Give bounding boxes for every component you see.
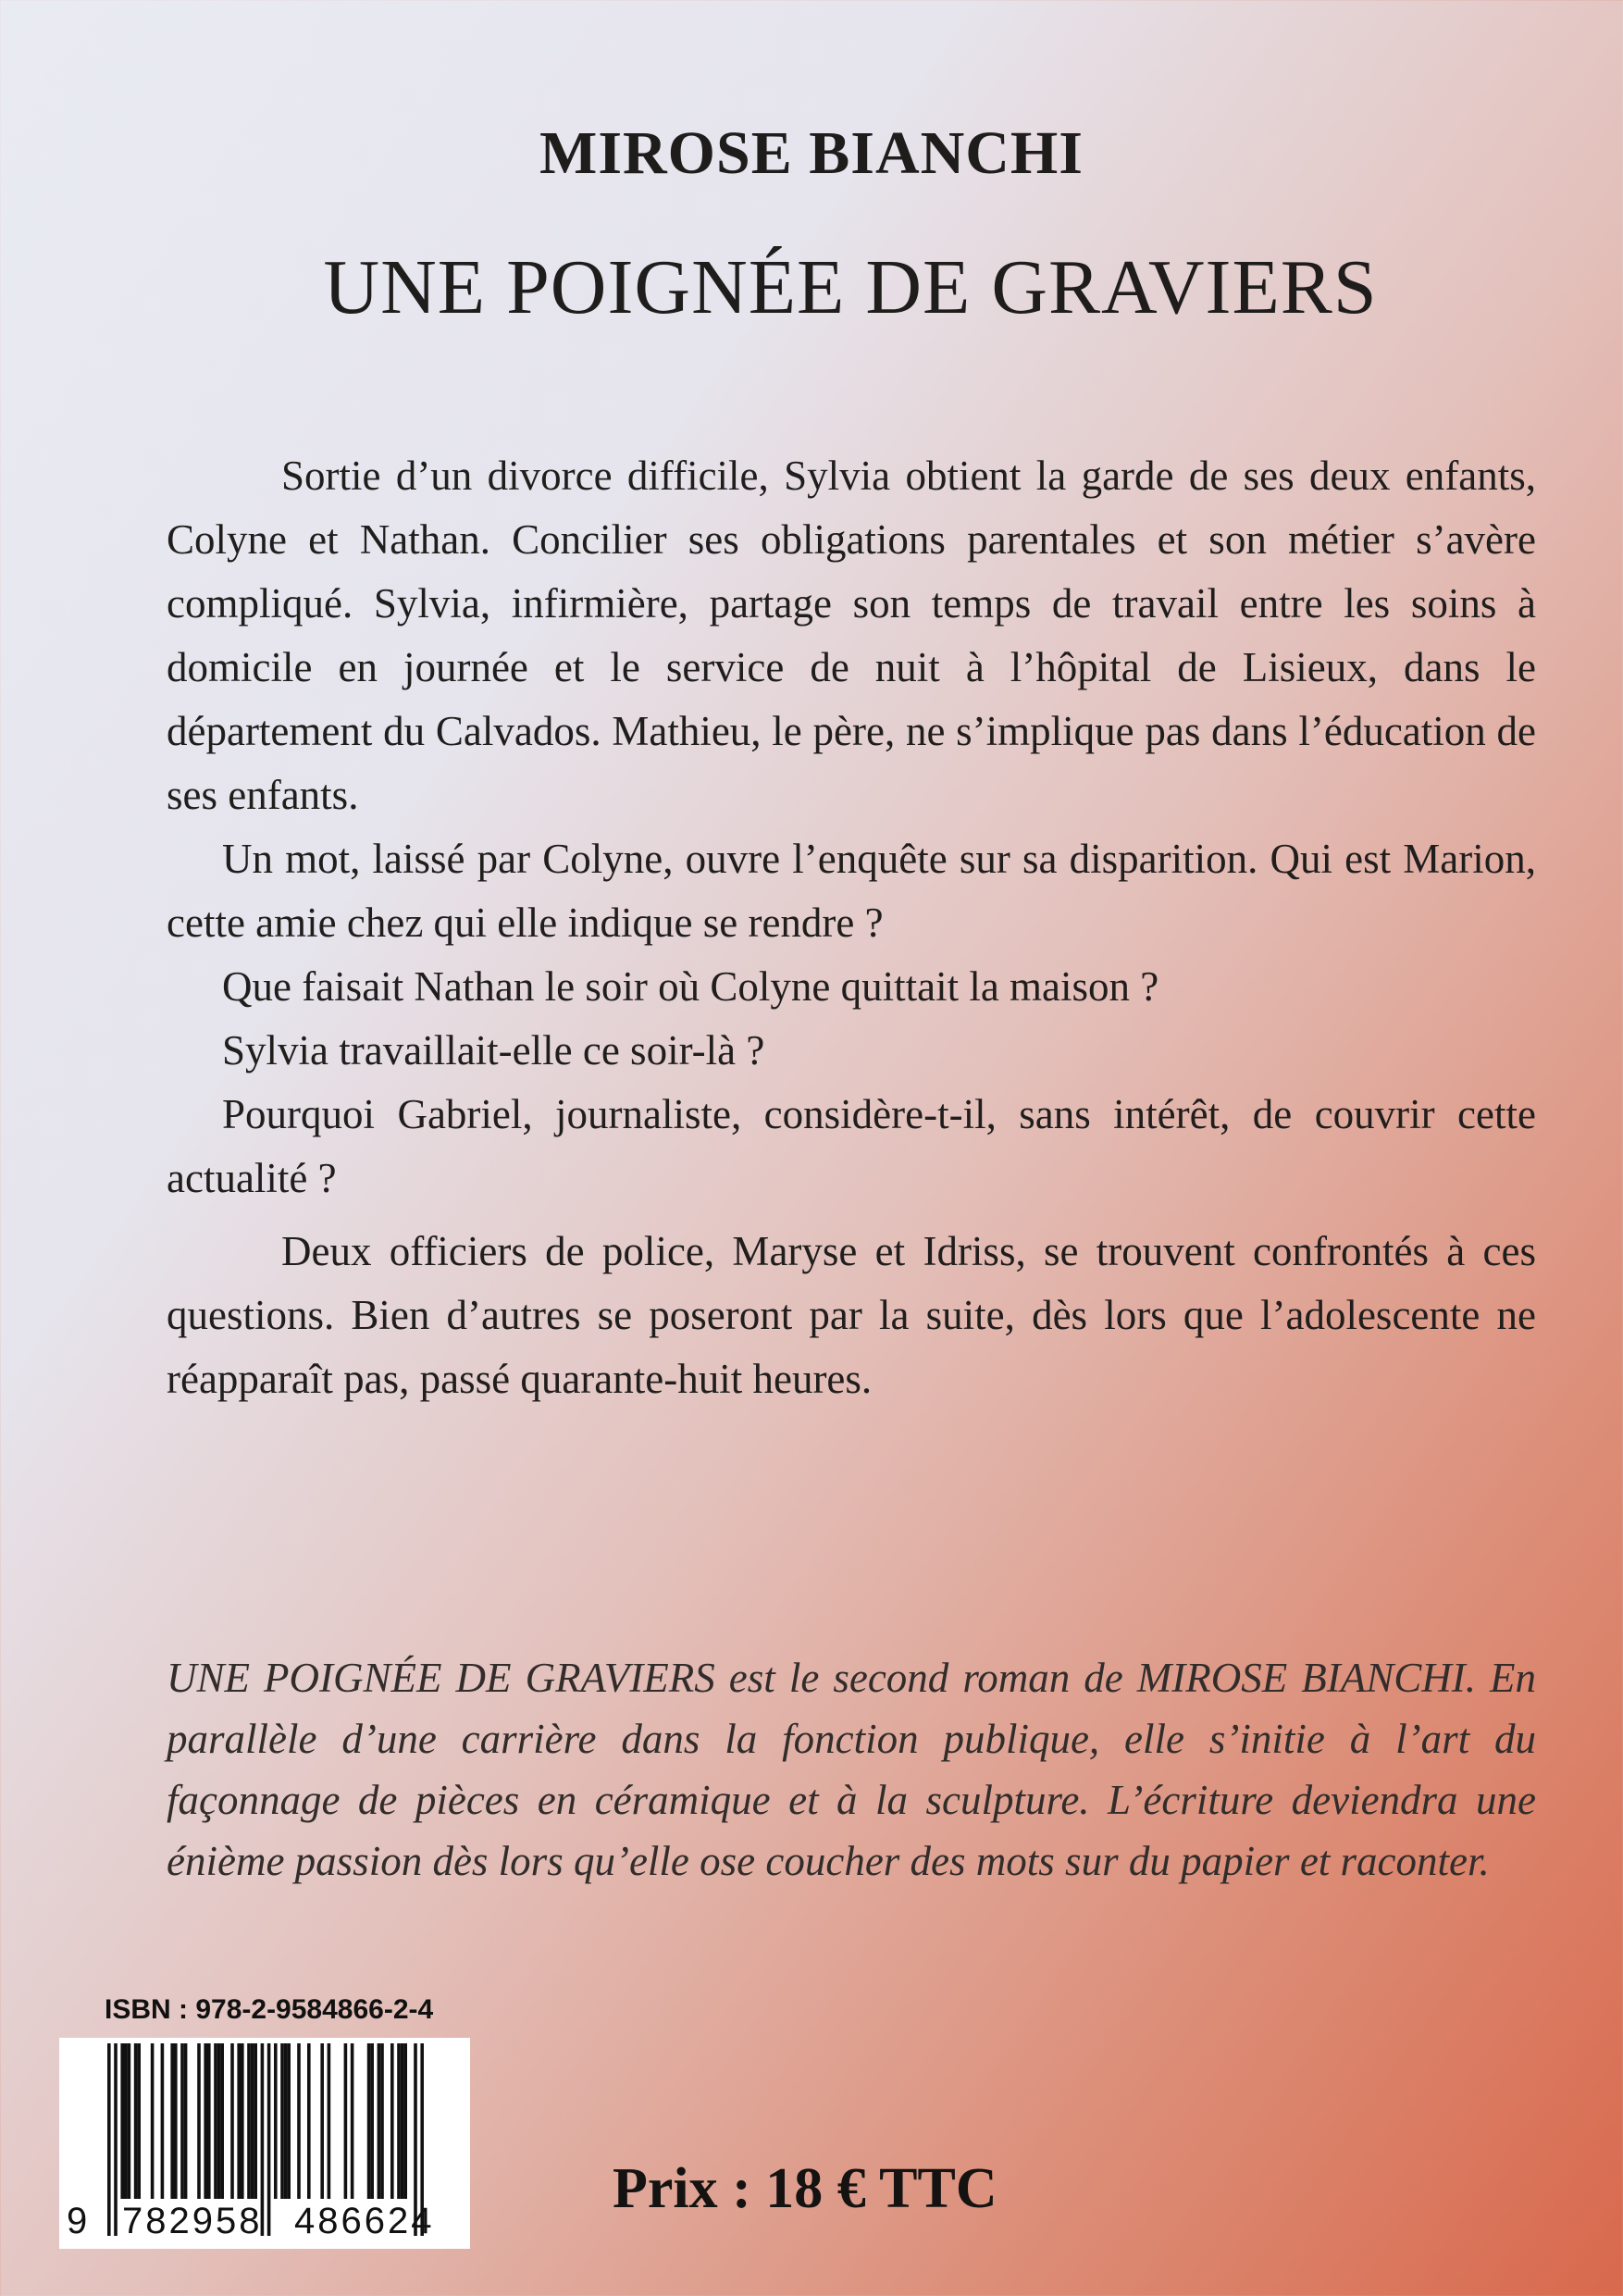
barcode-bar xyxy=(344,2043,348,2199)
author-bio: UNE POIGNÉE DE GRAVIERS est le second roman de MIROSE BIANCHI. En parallèle d’une carrière dans la fonction publique, elle s’initie à l’art du façonnage de pièces en céramique et à la sculpture. L’écriture deviendra une énième passion dès lors qu’elle ose coucher des mots sur du papier et raconter. xyxy=(167,1655,1536,1884)
barcode-bar xyxy=(204,2043,207,2199)
barcode-bar xyxy=(217,2043,221,2199)
barcode-bar xyxy=(151,2043,155,2199)
barcode-bar xyxy=(287,2043,291,2199)
blurb-paragraph: Deux officiers de police, Maryse et Idriss, se trouvent confrontés à ces questions. Bien d’autres se poseront par la suite, dès lors que l’adolescente ne réapparaît pas, passé quarante-huit heures. xyxy=(167,1228,1536,1402)
barcode-bar xyxy=(320,2043,324,2199)
blurb-paragraph: Que faisait Nathan le soir où Colyne quittait la maison ? xyxy=(222,963,1159,1010)
barcode-bar xyxy=(351,2043,354,2199)
blurb-paragraph: Sortie d’un divorce difficile, Sylvia obtient la garde de ses deux enfants, Colyne et Nathan. Concilier ses obligations parentales et son métier s’avère compliqué. Sylvia, infirmière, partage son temps de travail entre les soins à domicile en journée et le service de nuit à l’hôpital de Lisieux, dans le département du Calvados. Mathieu, le père, ne s’implique pas dans l’éducation de ses enfants. xyxy=(167,453,1536,818)
barcode-bar xyxy=(214,2043,217,2199)
barcode-bar xyxy=(124,2043,128,2199)
barcode-bar xyxy=(137,2043,141,2199)
barcode-left-digits: 782958 xyxy=(122,2201,263,2241)
barcode-bar xyxy=(390,2043,394,2199)
barcode-bar xyxy=(241,2043,244,2199)
barcode-bar xyxy=(180,2043,184,2199)
barcode-bar xyxy=(207,2043,211,2199)
barcode-bar xyxy=(220,2043,224,2199)
barcode-bar xyxy=(284,2043,288,2199)
barcode-bar xyxy=(174,2043,178,2199)
barcode-bar xyxy=(297,2043,301,2199)
barcode-bar xyxy=(397,2043,401,2199)
barcode-bar xyxy=(254,2043,257,2199)
barcode-bar xyxy=(128,2043,131,2199)
barcode-bar xyxy=(170,2043,174,2199)
barcode-bar xyxy=(274,2043,278,2199)
blurb xyxy=(167,444,1536,1411)
blurb-paragraph: Pourquoi Gabriel, journaliste, considère-t-il, sans intérêt, de couvrir cette actualité ? xyxy=(167,1091,1536,1201)
barcode-first-digit: 9 xyxy=(67,2201,88,2241)
barcode-bar xyxy=(380,2043,384,2199)
barcode-bar xyxy=(328,2043,331,2199)
price-label: Prix : 18 € TTC xyxy=(613,2157,997,2220)
barcode xyxy=(59,2038,470,2249)
isbn-label: ISBN : 978-2-9584866-2-4 xyxy=(105,1994,434,2025)
barcode-bar xyxy=(237,2043,241,2199)
blurb-paragraph: Sylvia travaillait-elle ce soir-là ? xyxy=(222,1027,765,1074)
blurb-paragraph: Un mot, laissé par Colyne, ouvre l’enquête sur sa disparition. Qui est Marion, cette amie chez qui elle indique se rendre ? xyxy=(167,836,1536,946)
barcode-bar xyxy=(307,2043,311,2199)
barcode-bar xyxy=(120,2043,124,2199)
book-title: UNE POIGNÉE DE GRAVIERS xyxy=(323,244,1378,330)
barcode-bar xyxy=(403,2043,407,2199)
barcode-bar xyxy=(251,2043,254,2199)
barcode-bar xyxy=(184,2043,188,2199)
barcode-right-digits: 486624 xyxy=(294,2201,435,2241)
barcode-bar xyxy=(367,2043,371,2199)
barcode-bar xyxy=(161,2043,165,2199)
barcode-bar xyxy=(230,2043,234,2199)
barcode-bar xyxy=(280,2043,284,2199)
barcode-bar xyxy=(401,2043,404,2199)
barcode-bar xyxy=(197,2043,201,2199)
barcode-bar xyxy=(378,2043,381,2199)
author-name: MIROSE BIANCHI xyxy=(539,119,1084,187)
barcode-digits xyxy=(59,2195,470,2247)
barcode-bar xyxy=(247,2043,251,2199)
barcode-bar xyxy=(134,2043,138,2199)
barcode-bar xyxy=(370,2043,374,2199)
